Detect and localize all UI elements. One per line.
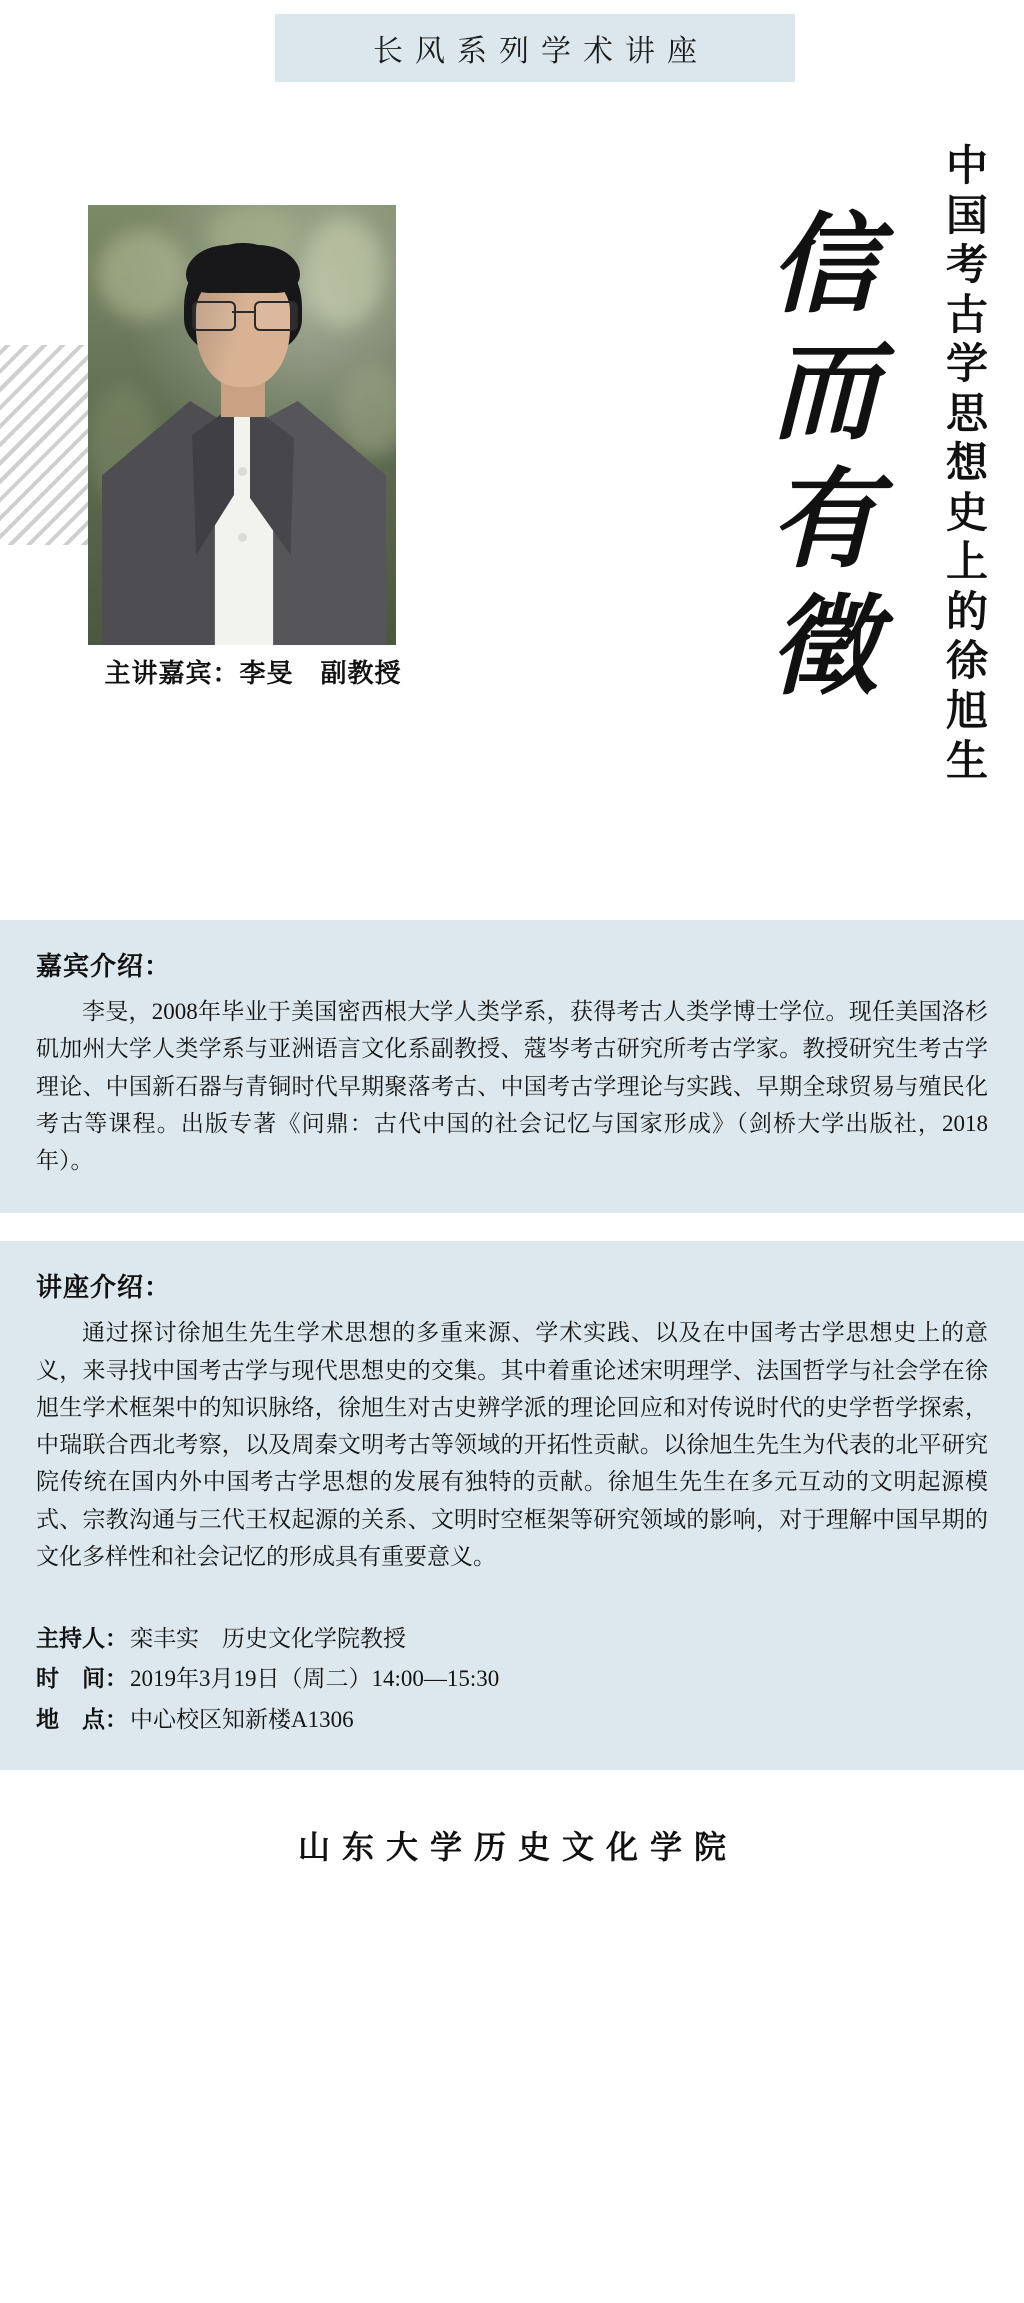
subtitle-char: 中 [945,144,988,190]
subtitle-char: 上 [945,540,988,587]
shirt-button [238,467,247,476]
speaker-portrait [88,205,396,645]
glasses-lens-left [192,301,236,331]
shirt-button [238,533,247,542]
glasses-icon [192,301,296,327]
title-char: 而 [769,334,878,454]
glasses-lens-right [254,301,298,331]
time-label: 时 间： [36,1666,128,1692]
place-value: 中心校区知新楼A1306 [130,1706,354,1732]
subtitle-char: 想 [945,441,988,488]
guest-introduction-body: 李旻，2008年毕业于美国密西根大学人类学系，获得考古人类学博士学位。现任美国洛杉矶加州大学人类学系与亚洲语言文化系副教授、蔻岑考古研究所考古学家。教授研究生考古学理论、中国新石器与青铜时代早期聚落考古、中国考古学理论与实践、早期全球贸易与殖民化考古等课程。出版专著《问鼎：古代中国的社会记忆与国家形成》（剑桥大学出版社，2018年）。 [36,999,988,1173]
subtitle-char: 生 [945,738,988,785]
poster-header [0,0,1024,95]
background-bokeh [303,217,383,327]
background-bokeh [98,230,188,320]
detail-row-host [36,1619,988,1659]
subtitle-char: 史 [945,490,988,537]
subtitle-char: 旭 [945,689,988,736]
series-banner-label: 长风系列学术讲座 [373,35,709,68]
subtitle-char: 国 [945,193,988,240]
guest-introduction-heading: 嘉宾介绍： [36,952,172,981]
background-bokeh [338,365,396,455]
series-banner [275,14,795,82]
time-value: 2019年3月19日（周二）14:00—15:30 [130,1666,500,1692]
poster-title-vertical [749,203,899,713]
speaker-name-line: 主讲嘉宾：李旻 副教授 [104,659,402,688]
place-label: 地 点： [36,1706,128,1732]
detail-row-place [36,1700,988,1740]
section-divider [0,1213,1024,1241]
portrait-photo [88,205,396,645]
lecture-introduction-section [0,1241,1024,1609]
event-details [0,1609,1024,1770]
subtitle-char: 徐 [945,639,988,686]
organization-name: 山东大学历史文化学院 [297,1828,738,1865]
subtitle-char: 考 [945,243,988,290]
subtitle-char: 的 [945,589,988,636]
title-char: 徵 [769,589,878,709]
subtitle-char: 古 [945,292,988,339]
poster-hero [0,95,1024,920]
poster-subtitle-vertical [932,143,1002,787]
host-label: 主持人： [36,1626,128,1651]
detail-row-time [36,1659,988,1699]
lecture-introduction-heading: 讲座介绍： [36,1273,172,1303]
title-char: 信 [769,207,878,326]
subtitle-char: 学 [945,342,988,389]
title-char: 有 [769,461,878,581]
poster-footer [0,1770,1024,1920]
subtitle-char: 思 [945,391,988,438]
hair-fringe [186,245,300,293]
glasses-bridge [232,311,254,313]
host-value: 栾丰实 历史文化学院教授 [130,1626,406,1651]
guest-introduction-section [0,920,1024,1213]
lecture-introduction-body: 通过探讨徐旭生先生学术思想的多重来源、学术实践、以及在中国考古学思想史上的意义，来寻找中国考古学与现代思想史的交集。其中着重论述宋明理学、法国哲学与社会学在徐旭生学术框架中的知识脉络，徐旭生对古史辨学派的理论回应和对传说时代的史学哲学探索，中瑞联合西北考察，以及周秦文明考古等领域的开拓性贡献。以徐旭生先生为代表的北平研究院传统在国内外中国考古学思想的发展有独特的贡献。徐旭生先生在多元互动的文明起源模式、宗教沟通与三代王权起源的关系、文明时空框架等研究领域的影响，对于理解中国早期的文化多样性和社会记忆的形成具有重要意义。 [36,1320,988,1569]
